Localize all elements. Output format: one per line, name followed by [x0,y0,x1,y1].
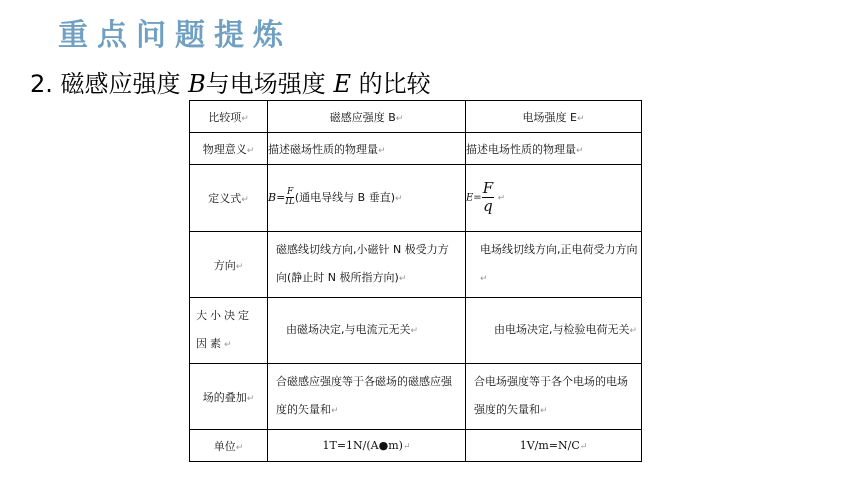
symbol-b: B [188,70,206,98]
header-cell-b: 磁感应强度 B↵ [268,101,466,133]
table-row [190,165,642,232]
row-e-cell: 合电场强度等于各个电场的电场强度的矢量和↵ [466,364,642,430]
subtitle-suffix: 的比较 [350,70,431,98]
table-row [190,133,642,165]
header-cell-e: 电场强度 E↵ [466,101,642,133]
row-e-cell: 1V/m=N/C↵ [466,430,642,462]
row-e-cell: 描述电场性质的物理量↵ [466,133,642,165]
table-row [190,430,642,462]
table-row [190,232,642,298]
subtitle-middle: 与电场强度 [205,70,334,98]
row-label: 大小决定因素↵ [190,298,268,364]
comparison-table [189,100,642,462]
subtitle-prefix: 2. 磁感应强度 [30,70,189,98]
row-b-cell: 描述磁场性质的物理量↵ [268,133,466,165]
table-header-row [190,101,642,133]
symbol-e: E [333,70,351,98]
row-label: 物理意义↵ [190,133,268,165]
row-b-cell: B= $\frac{F}{IL}$ (通电导线与 B 垂直)↵ [268,165,466,232]
table-row [190,364,642,430]
table-row [190,298,642,364]
row-label: 场的叠加↵ [190,364,268,430]
row-label: 方向↵ [190,232,268,298]
row-b-cell: 1T=1N/(A●m)↵ [268,430,466,462]
row-label: 单位↵ [190,430,268,462]
section-title: 重点问题提炼 [58,18,292,53]
row-b-cell: 磁感线切线方向,小磁针 N 极受力方向(静止时 N 极所指方向)↵ [268,232,466,298]
row-b-cell: 由磁场决定,与电流元无关↵ [268,298,466,364]
row-e-cell: 电场线切线方向,正电荷受力方向↵ [466,232,642,298]
e-fraction: $\frac{F}{q}$ [482,179,494,216]
row-label: 定义式↵ [190,165,268,232]
header-cell-item: 比较项↵ [190,101,268,133]
row-e-cell: 由电场决定,与检验电荷无关↵ [466,298,642,364]
subtitle [30,64,431,99]
row-b-cell: 合磁感应强度等于各磁场的磁感应强度的矢量和↵ [268,364,466,430]
row-e-cell: E= $\frac{F}{q}$ ↵ [466,165,642,232]
b-fraction: $\frac{F}{IL}$ [285,186,295,208]
